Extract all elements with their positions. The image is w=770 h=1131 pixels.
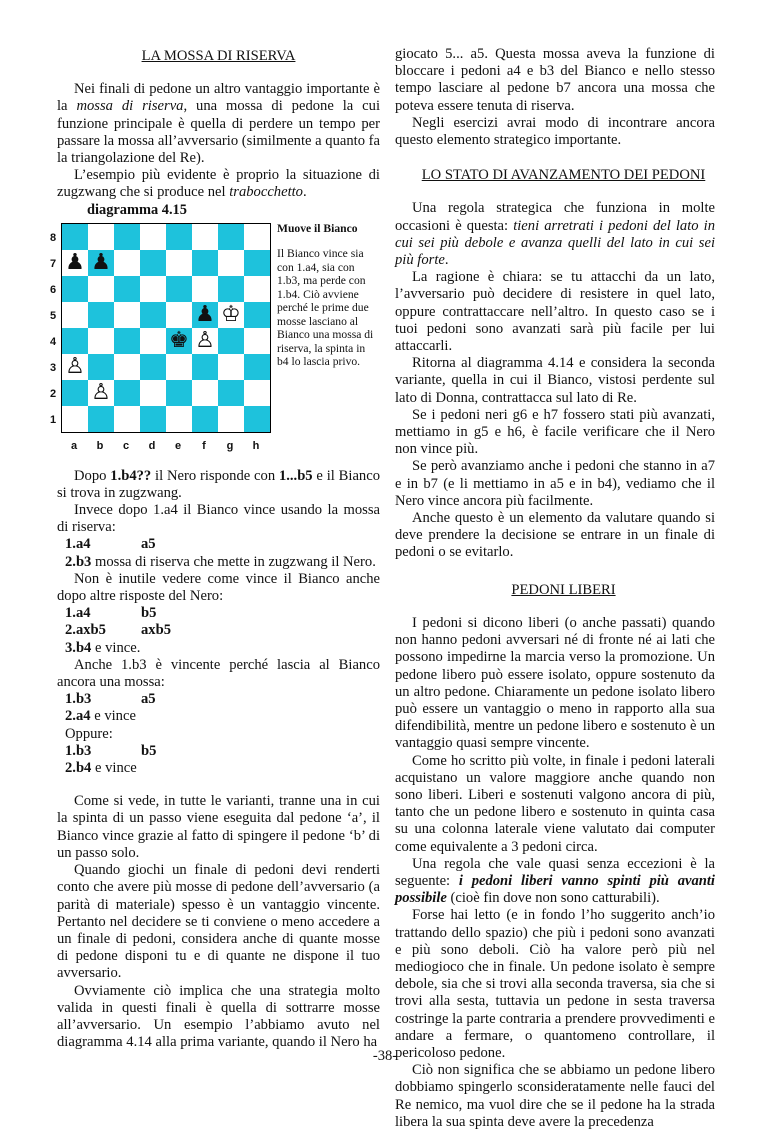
text: e vince.	[91, 639, 141, 656]
paragraph: giocato 5... a5. Questa mossa aveva la funzione di bloccare i pedoni a4 e b3 del Bianco e nello stesso tempo lasciare al pedone b7 ancora una mossa che poteva essere tenuta di riserva.	[395, 46, 715, 114]
square-h6	[244, 276, 270, 302]
file-label: a	[70, 439, 78, 452]
square-e8	[166, 224, 192, 250]
move: 2.b4	[65, 760, 92, 777]
rank-label: 5	[50, 309, 57, 322]
square-a5	[62, 302, 88, 328]
rank-label: 2	[50, 387, 57, 400]
page-number: -38-	[372, 1048, 398, 1064]
file-label: b	[96, 439, 104, 452]
square-a6	[62, 276, 88, 302]
paragraph: Quando giochi un finale di pedoni devi renderti conto che avere più mosse di pedone dell’avversario (a parità di materiale) spesso è un vantaggio vincente. Pertanto nel decidere se ti conviene o meno accedere a un finale di pedoni, considera anche di quante mosse di pedone disponi tu e di quante ne dispone il tuo avversario.	[57, 862, 380, 982]
text: , una mossa di pedone la cui funzione principale è quella di perdere un tempo per passare la mossa all’avversario (similmente a quanto fa la triangolazione del Re).	[57, 98, 381, 167]
text: Una regola strategica che funziona in molte occasioni è questa:	[395, 200, 715, 234]
move: 1.b3	[65, 691, 92, 708]
square-e5	[166, 302, 192, 328]
square-b1	[88, 406, 114, 432]
move: a5	[141, 691, 156, 708]
text: e vince	[90, 708, 136, 725]
italic-rule: tieni arretrati i pedoni del lato in cui sei più debole e avanza quelli del lato in cui sei più forte	[395, 217, 716, 269]
square-c4	[114, 328, 140, 354]
square-a2	[62, 380, 88, 406]
chess-piece-e4: ♚	[169, 327, 189, 353]
paragraph: Se i pedoni neri g6 e h7 fossero stati più avanzati, mettiamo in g5 e h6, è facile verificare che il Nero non vince più.	[395, 406, 715, 458]
paragraph	[57, 81, 380, 167]
square-c7	[114, 250, 140, 276]
square-d5	[140, 302, 166, 328]
paragraph: La ragione è chiara: se tu attacchi da un lato, l’avversario può decidere di resistere in quel lato, oppure contrattaccare nell’altro. In questo caso se i tuoi pedoni sono avanzati sarà più facile per lui attaccarli.	[395, 269, 715, 355]
square-e1	[166, 406, 192, 432]
square-h4	[244, 328, 270, 354]
square-b8	[88, 224, 114, 250]
square-b2	[88, 380, 114, 406]
text: mossa di riserva che mette in zugzwang il Nero.	[91, 553, 376, 570]
text: (cioè fin dove non sono catturabili).	[446, 890, 660, 907]
oppure-label: Oppure:	[65, 725, 113, 742]
square-g5	[218, 302, 244, 328]
move: 2.axb5	[65, 622, 106, 639]
chess-piece-b7: ♟	[91, 249, 111, 275]
section-heading-avanzamento: LO STATO DI AVANZAMENTO DEI PEDONI	[421, 167, 706, 184]
file-label: c	[122, 439, 130, 452]
move: 3.b4	[65, 639, 92, 656]
chess-piece-b2: ♙	[91, 379, 111, 405]
rank-label: 7	[50, 257, 57, 270]
square-f2	[192, 380, 218, 406]
square-c3	[114, 354, 140, 380]
section-heading-mossa-di-riserva: LA MOSSA DI RISERVA	[141, 48, 296, 64]
bold-italic-rule: i pedoni liberi vanno spinti più avanti possibile	[395, 872, 715, 907]
paragraph: Anche 1.b3 è vincente perché lascia al Bianco ancora una mossa:	[57, 656, 380, 691]
file-labels	[61, 438, 269, 455]
chess-diagram	[45, 202, 380, 460]
move: b5	[141, 742, 157, 759]
section-heading-pedoni-liberi: PEDONI LIBERI	[511, 581, 616, 598]
move-line	[57, 743, 380, 760]
chess-piece-a7: ♟	[65, 249, 85, 275]
square-f8	[192, 224, 218, 250]
paragraph	[57, 167, 380, 201]
square-f3	[192, 354, 218, 380]
chess-piece-g5: ♔	[221, 301, 241, 327]
square-d6	[140, 276, 166, 302]
paragraph: Non è inutile vedere come vince il Bianco anche dopo altre risposte del Nero:	[57, 570, 380, 605]
square-c8	[114, 224, 140, 250]
move: 1...b5	[278, 467, 313, 484]
square-c5	[114, 302, 140, 328]
square-c1	[114, 406, 140, 432]
rank-label: 8	[50, 231, 57, 244]
square-b5	[88, 302, 114, 328]
square-e2	[166, 380, 192, 406]
paragraph: Come si vede, in tutte le varianti, tranne una in cui la spinta di un passo viene eseguita dal pedone ‘a’, il Bianco vince grazie al fatto di spingere il pedone ‘b’ di un passo solo.	[57, 793, 380, 861]
paragraph: Anche questo è un elemento da valutare quando si deve prendere la decisione se entrare in un finale di pedoni o se evitarlo.	[395, 510, 715, 561]
paragraph	[57, 468, 380, 502]
square-h5	[244, 302, 270, 328]
square-g6	[218, 276, 244, 302]
square-e4	[166, 328, 192, 354]
text: e il Bianco si trova in zugzwang.	[57, 467, 380, 501]
move-line	[57, 760, 380, 777]
text: Nei finali di pedone un altro vantaggio importante è la	[57, 81, 380, 115]
square-f7	[192, 250, 218, 276]
move: 1.a4	[65, 536, 91, 553]
square-g1	[218, 406, 244, 432]
move: 1.b4??	[110, 467, 152, 484]
text: Una regola che vale quasi senza eccezioni è la seguente:	[395, 855, 715, 889]
move: 2.b3	[65, 553, 92, 570]
rank-label: 3	[50, 361, 57, 374]
square-g7	[218, 250, 244, 276]
paragraph: Ovviamente ciò implica che una strategia molto valida in questi finali è quella di sottrarre mosse all’avversario. Un esempio l’abbiamo avuto nel diagramma 4.14 alla prima variante, quando il Nero ha	[57, 982, 380, 1051]
square-a4	[62, 328, 88, 354]
move: 2.a4	[65, 708, 91, 725]
move: b5	[141, 605, 157, 622]
square-a1	[62, 406, 88, 432]
paragraph: Forse hai letto (e in fondo l’ho suggerito anch’io trattando dello spazio) che più i pedoni sono avanzati e più sono deboli. Ciò ha valore però più nel mediogioco che in finale. Un pedone isolato è sempre debole, sia che si trovi alla seconda traversa, sia che si trovi alla sesta, tuttavia un pedone in sesta traversa costringe la parte contraria a prendere provvedimenti e andare a fermare, o quantomeno controllare, il pericoloso pedone.	[395, 907, 715, 1061]
left-column	[50, 48, 381, 1051]
file-label: f	[202, 439, 206, 452]
paragraph: Invece dopo 1.a4 il Bianco vince usando la mossa di riserva:	[57, 502, 380, 536]
rank-label: 4	[50, 335, 57, 348]
diagram-caption	[277, 222, 375, 369]
square-d3	[140, 354, 166, 380]
square-f5	[192, 302, 218, 328]
chess-piece-f4: ♙	[195, 327, 215, 353]
right-column	[395, 46, 715, 1131]
move: axb5	[141, 622, 172, 639]
move-line	[57, 554, 380, 571]
chess-piece-f5: ♟	[195, 301, 215, 327]
square-a7	[62, 250, 88, 276]
square-h3	[244, 354, 270, 380]
move: 1.a4	[65, 605, 91, 622]
square-g3	[218, 354, 244, 380]
square-h2	[244, 380, 270, 406]
paragraph: Come ho scritto più volte, in finale i pedoni laterali acquistano un valore maggiore anche quando non sono liberi. Liberi e sostenuti valgono ancora di più, tanto che un pedone libero e sostenuto in quinta casa su una colonna laterale viene valutato dai computer come equivalente a 3 pedoni circa.	[395, 752, 715, 855]
paragraph: Negli esercizi avrai modo di incontrare ancora questo elemento strategico importante.	[395, 114, 715, 149]
file-label: g	[226, 439, 234, 452]
square-d7	[140, 250, 166, 276]
move: a5	[141, 536, 156, 553]
text: L’esempio più evidente è proprio la situazione di zugzwang che si produce nel	[57, 167, 380, 201]
square-g2	[218, 380, 244, 406]
spacer	[57, 777, 380, 793]
square-d1	[140, 406, 166, 432]
caption-heading: Muove il Bianco	[277, 221, 358, 235]
square-d8	[140, 224, 166, 250]
square-a3	[62, 354, 88, 380]
file-label: d	[148, 439, 156, 452]
paragraph: Se però avanziamo anche i pedoni che stanno in a7 e in b7 (e li mettiamo in a5 e in b4), vediamo che il Nero vince ancora più facilmente.	[395, 458, 715, 509]
square-h1	[244, 406, 270, 432]
italic-term: mossa di riserva	[76, 98, 184, 115]
paragraph	[395, 856, 715, 908]
text: .	[444, 252, 449, 269]
square-f4	[192, 328, 218, 354]
paragraph	[395, 200, 715, 269]
square-b6	[88, 276, 114, 302]
square-b3	[88, 354, 114, 380]
square-g8	[218, 224, 244, 250]
chess-board	[61, 223, 271, 433]
text: e vince	[91, 760, 137, 777]
chess-piece-a3: ♙	[65, 353, 85, 379]
square-b4	[88, 328, 114, 354]
paragraph: Ritorna al diagramma 4.14 e considera la seconda variante, quella in cui il Bianco, vistosi perdente sul lato di Donna, contrattacca sul lato di Re.	[395, 355, 715, 406]
square-e7	[166, 250, 192, 276]
diagram-title: diagramma 4.15	[87, 201, 187, 218]
rank-label: 6	[50, 283, 57, 296]
text: il Nero risponde con	[151, 467, 279, 484]
square-g4	[218, 328, 244, 354]
square-a8	[62, 224, 88, 250]
square-h7	[244, 250, 270, 276]
move-line	[57, 536, 380, 553]
move: 1.b3	[65, 742, 92, 759]
paragraph: Ciò non significa che se abbiamo un pedone libero dobbiamo spingerlo sconsideratamente nelle fauci del Re nemico, ma vuol dire che se il pedone ha la strada libera la sua spinta deve avere la precedenza	[395, 1062, 715, 1130]
square-d2	[140, 380, 166, 406]
paragraph: I pedoni si dicono liberi (o anche passati) quando non hanno pedoni avversari né di fronte né ai lati che possono impedirne la marcia verso la promozione. Un pedone libero può essere isolato, oppure sostenuto da un altro pedone. Chiaramente un pedone isolato libero può essere un vantaggio o meno in rapporto alla sua difendibilità, mentre un pedone libero e sostenuto è un vantaggio quasi sempre vincente.	[395, 614, 715, 752]
text: .	[302, 184, 307, 201]
square-e3	[166, 354, 192, 380]
square-b7	[88, 250, 114, 276]
move-line	[57, 691, 380, 708]
square-c2	[114, 380, 140, 406]
caption-text: Il Bianco vince sia con 1.a4, sia con 1.b3, ma perde con 1.b4. Ciò avviene perché le prime due mosse lasciano al Bianco una mossa di riserva, la spinta in b4 lo lascia privo.	[277, 247, 374, 369]
move-line	[57, 708, 380, 725]
square-e6	[166, 276, 192, 302]
file-label: h	[252, 439, 260, 452]
square-f6	[192, 276, 218, 302]
square-c6	[114, 276, 140, 302]
rank-label: 1	[50, 413, 57, 426]
text: Dopo	[74, 467, 111, 484]
square-f1	[192, 406, 218, 432]
move-line	[57, 640, 380, 657]
move-line	[57, 605, 380, 622]
move-line	[57, 622, 380, 639]
square-d4	[140, 328, 166, 354]
square-h8	[244, 224, 270, 250]
italic-term: trabocchetto	[229, 184, 303, 201]
file-label: e	[174, 439, 182, 452]
